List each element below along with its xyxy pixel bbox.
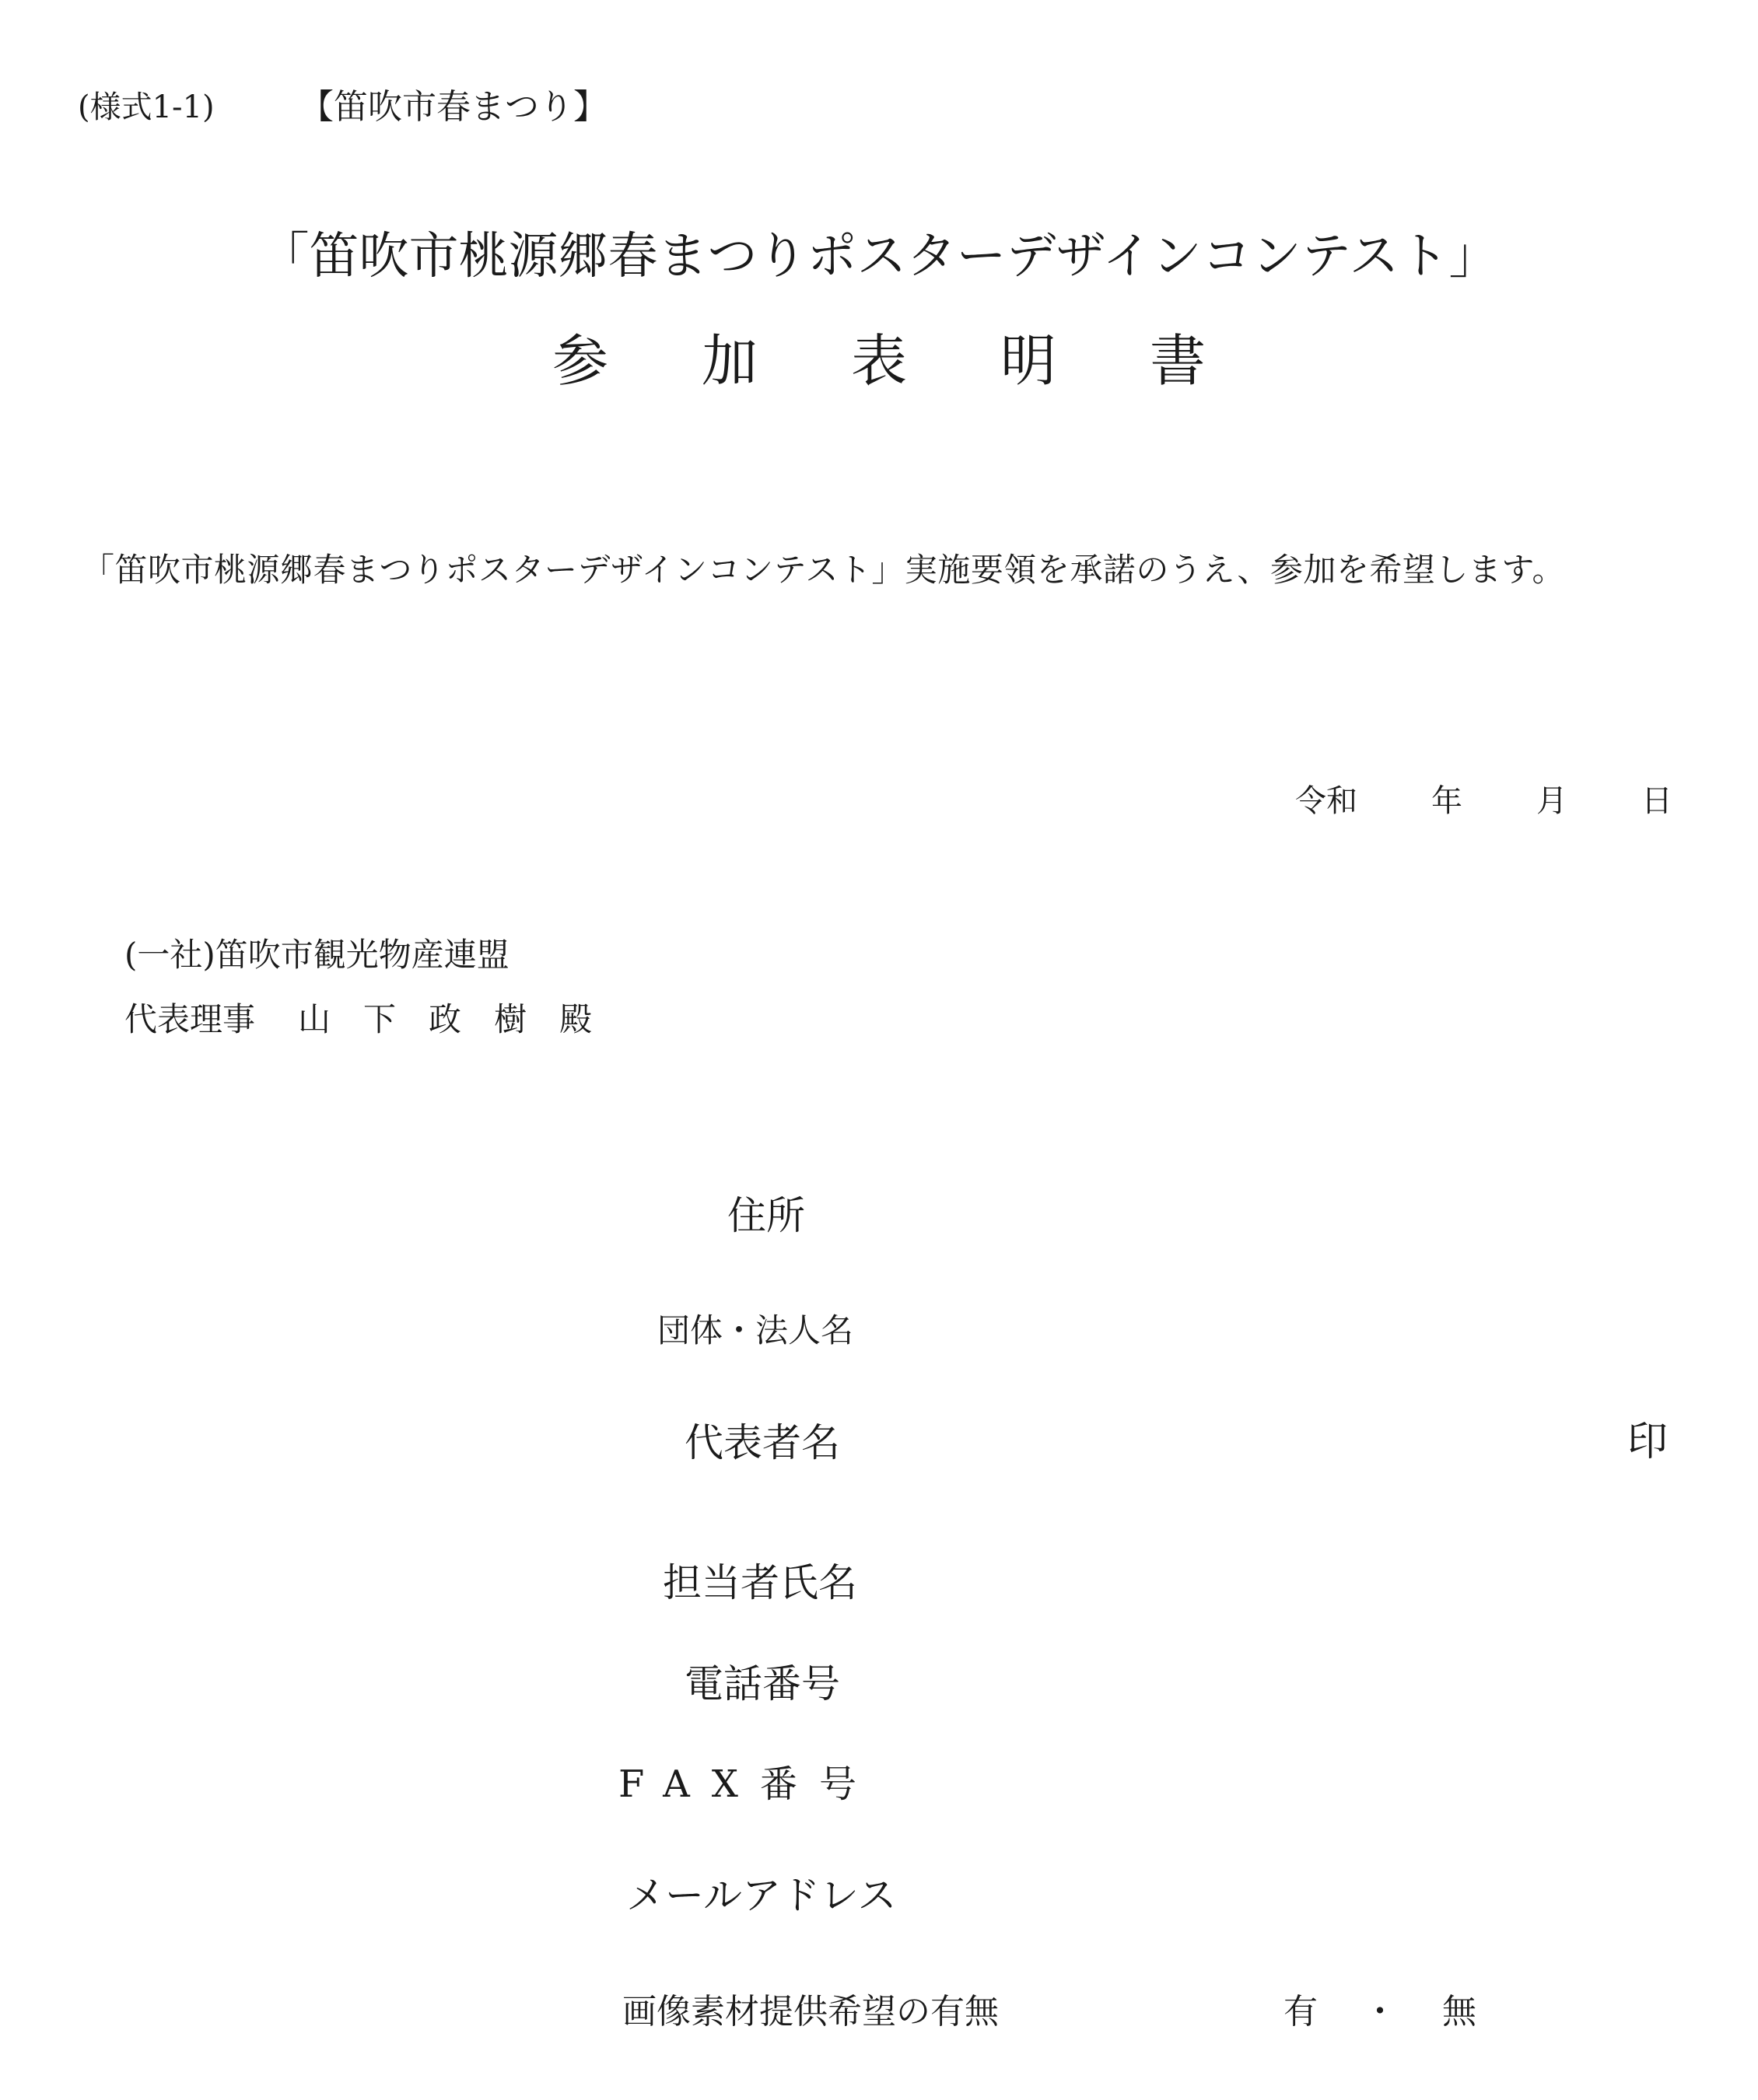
date-era: 令和 (1295, 783, 1357, 819)
representative-label: 代表者名 (685, 1420, 840, 1465)
image-material-label: 画像素材提供希望の有無 (622, 1992, 999, 2032)
recipient-name-line (124, 1000, 625, 1038)
recipient-name-char: 山 (298, 1000, 331, 1038)
date-month: 月 (1536, 783, 1567, 819)
contact-person-label: 担当者氏名 (663, 1560, 857, 1605)
form-number: (様式1-1) (78, 89, 215, 125)
subtitle-char: 明 (1000, 328, 1057, 394)
recipient-name-char: 下 (363, 1000, 397, 1038)
organization-label: 団体・法人名 (657, 1311, 854, 1349)
recipient-name-char: 政 (429, 1000, 462, 1038)
subtitle-char: 加 (701, 328, 758, 394)
recipient-role: 代表理事 (124, 1000, 256, 1038)
seal-mark: 印 (1627, 1419, 1669, 1465)
recipient-name-char: 樹 (494, 1000, 527, 1038)
recipient-honorific: 殿 (559, 1000, 593, 1038)
document-title: 「笛吹市桃源郷春まつりポスターデザインコンテスト」 (259, 228, 1499, 285)
statement-text: 「笛吹市桃源郷春まつりポスターデザインコンテスト」実施要領を承諾のうえ、参加を希望します。 (82, 551, 1566, 589)
document-subtitle (0, 328, 1758, 394)
subtitle-char: 参 (552, 328, 608, 394)
address-label: 住所 (727, 1193, 805, 1238)
image-material-choice (1283, 1992, 1476, 2032)
date-year: 年 (1431, 783, 1462, 819)
choice-yes[interactable]: 有 (1283, 1992, 1318, 2032)
phone-label: 電話番号 (685, 1661, 840, 1706)
fax-label: FAX番号 (618, 1762, 878, 1806)
subtitle-char: 書 (1150, 328, 1206, 394)
choice-separator: ・ (1363, 1992, 1397, 2032)
date-line (1295, 783, 1672, 819)
date-day: 日 (1641, 783, 1672, 819)
choice-no[interactable]: 無 (1442, 1992, 1476, 2032)
email-label: メールアドレス (626, 1873, 897, 1918)
subtitle-char: 表 (850, 328, 907, 394)
recipient-organization: (一社)笛吹市観光物産連盟 (124, 936, 510, 974)
header-tag: 【笛吹市春まつり】 (299, 87, 608, 127)
